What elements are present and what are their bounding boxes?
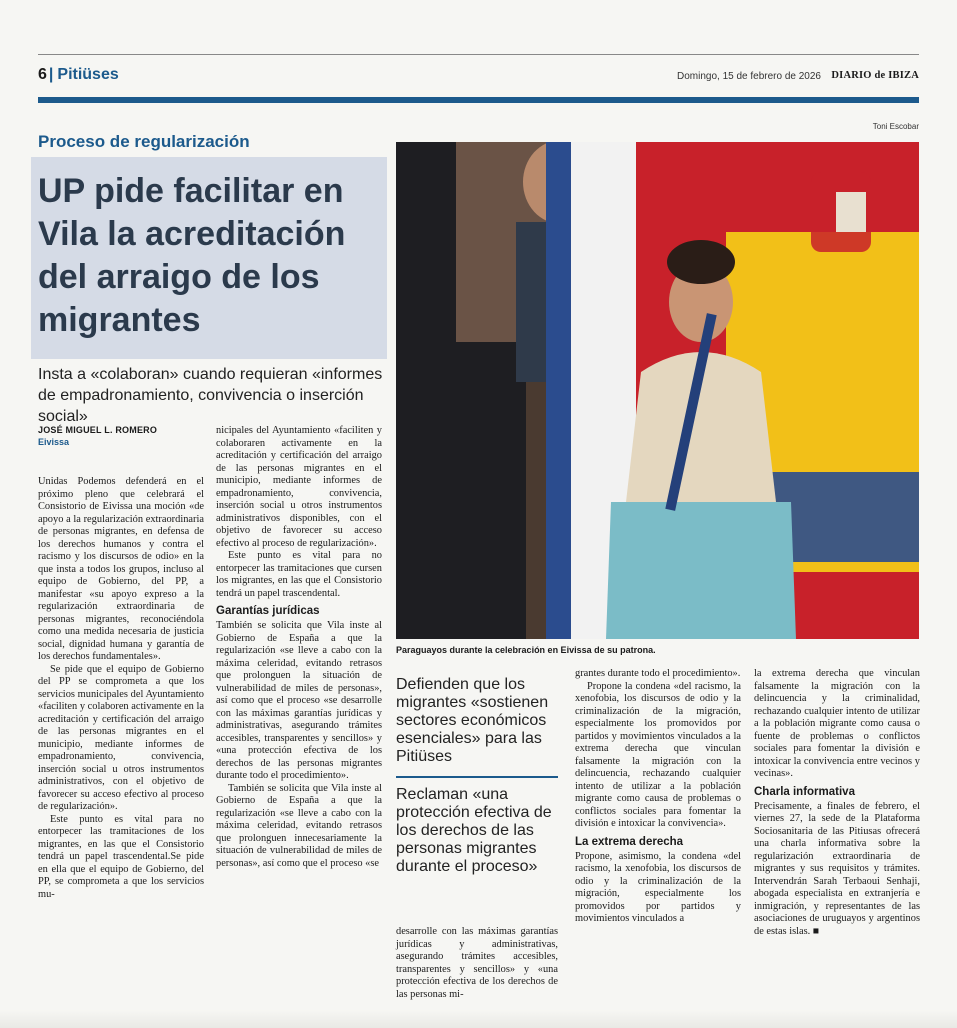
pullquote-2: Reclaman «una protección efectiva de los derechos de las personas migrantes durante el proceso» bbox=[396, 786, 552, 875]
paragraph: Propone, asimismo, la condena «del racismo, la xenofobia, los discursos de odio y la criminalización de la migración, especialmente los promovidos por partidos y movimientos vinculados a bbox=[575, 850, 741, 924]
paragraph: También se solicita que Vila inste al Gobierno de España a que la regularización «se lleve a cabo con la máxima celeridad, evitando retrasos que prolonguen innecesariamente la situación de vulnerabilidad de miles de personas», así como que el proceso «se bbox=[216, 782, 382, 869]
article-kicker: Proceso de regularización bbox=[38, 132, 250, 151]
paragraph: Unidas Podemos defenderá en el próximo pleno que celebrará el Consistorio de Eivissa una moción «de apoyo a la regularización extraordinaria de personas migrantes, en defensa de los derechos humanos y contra el racismo y los discursos de odio» en la que insta a todos los grupos, incluso al equipo de Gobierno, del PP, a manifestar «su apoyo expreso a la regularización extraordinaria de personas migrantes, reconociéndola como una medida necesaria de justicia social, dignidad humana y garantía de los derechos fundamentales». bbox=[38, 476, 204, 662]
page-bottom-edge bbox=[0, 1010, 957, 1028]
page-number-section bbox=[38, 66, 119, 84]
subheading-garantias: Garantías jurídicas bbox=[216, 605, 320, 617]
photo-caption: Paraguayos durante la celebración en Eivissa de su patrona. bbox=[396, 645, 656, 655]
photo-illustration bbox=[396, 142, 919, 639]
article-column-5 bbox=[754, 668, 920, 938]
header-blue-bar bbox=[38, 97, 919, 103]
subheading-charla: Charla informativa bbox=[754, 785, 855, 798]
header-separator: | bbox=[48, 66, 54, 83]
paragraph: Este punto es vital para no entorpecer las tramitaciones de los migrantes, en las que el Consistorio tendrá un papel trascendental.Se pide en ella que el equipo de Gobierno, del PP, se comprometa a que los servicios mu- bbox=[38, 813, 204, 900]
page-number: 6 bbox=[38, 66, 47, 83]
paragraph: nicipales del Ayuntamiento «faciliten y colaboraren activamente en la acreditación y certificación del arraigo de las personas migrantes en el municipio, mediante informes de empadronamiento, convivencia, inserción social u otros instrumentos administrativos disponibles, con el objetivo de favorecer su acceso efectivo al proceso de regularización». bbox=[216, 425, 382, 549]
pullquote-divider bbox=[396, 776, 558, 778]
paragraph: la extrema derecha que vinculan falsamente la migración con la delincuencia y la criminalidad, rechazando cualquier intento de utilizar a la población migrante como causa o fuente de problemas o conflictos sociales para fomentar la división e intoxicar la convivencia entre vecinos y vecinas». bbox=[754, 668, 920, 779]
article-column-1 bbox=[38, 476, 204, 901]
article-byline: JOSÉ MIGUEL L. ROMERO bbox=[38, 425, 158, 435]
page-date: Domingo, 15 de febrero de 2026 bbox=[677, 71, 821, 82]
article-column-3 bbox=[396, 926, 558, 1001]
paragraph: Este punto es vital para no entorpecer las tramitaciones que cursen los migrantes, en las que el Consistorio tendrá un papel trascendental. bbox=[216, 550, 382, 599]
section-name: Pitiüses bbox=[57, 66, 119, 83]
paragraph: Precisamente, a finales de febrero, el viernes 27, la sede de la Plataforma Sociosanitaria de las Pitiusas ofrecerá una charla informativa sobre la regularización extraordinaria de migrantes y sus requisitos y trámites. Intervendrán Sarah Terbaoui Senhaji, abogada especialista en extranjería e inmigración, y representantes de las asociaciones de uruguayos y argentinos de estas islas. ■ bbox=[754, 800, 920, 937]
article-subheadline: Insta a «colaboran» cuando requieran «informes de empadronamiento, convivencia o inserción social» bbox=[38, 366, 383, 425]
paragraph: También se solicita que Vila inste al Gobierno de España a que la regularización «se lleve a cabo con la máxima celeridad, evitando retrasos que prolonguen la situación de vulnerabilidad de miles de personas», así como que el proceso «se desarrolle con las máximas garantías jurídicas y administrativas, asegurando trámites accesibles, transparentes y sencillos» y «una protección efectiva de los derechos de las personas migrantes durante todo el procedimiento». bbox=[216, 620, 382, 781]
top-rule bbox=[38, 54, 919, 55]
paragraph: desarrolle con las máximas garantías jurídicas y administrativas, asegurando trámites accesibles, transparentes y sencillos» y «una protección efectiva de los derechos de las personas mi- bbox=[396, 926, 558, 1000]
paragraph: Se pide que el equipo de Gobierno del PP se comprometa a que los servicios municipales del Ayuntamiento «faciliten y colaboren activamente en la acreditación y certificación del arraigo de las personas migrantes en el municipio, mediante informes de empadronamiento, convivencia, inserción social u otros instrumentos administrativos, con el objetivo de favorecer su acceso efectivo al proceso de regularización». bbox=[38, 663, 204, 812]
page-header bbox=[38, 64, 919, 90]
photo-credit: Toni Escobar bbox=[872, 122, 919, 131]
publication-logo: DIARIO de IBIZA bbox=[831, 70, 919, 81]
article-headline: UP pide facilitar en Vila la acreditación del arraigo de los migrantes bbox=[38, 172, 346, 339]
article-column-4 bbox=[575, 668, 741, 926]
article-column-2 bbox=[216, 425, 382, 870]
subheading-extrema-derecha: La extrema derecha bbox=[575, 835, 684, 848]
paragraph: Propone la condena «del racismo, la xenofobia, los discursos de odio y la criminalización de la migración, especialmente los promovidos por partidos y movimientos vinculados a la extrema derecha que vinculan falsamente la migración con la delincuencia, rechazando cualquier intento de utilizar a la población migrante como causa de problemas o conflictos sociales para fomentar la división e intoxicar la convivencia». bbox=[575, 680, 741, 829]
pullquote-1: Defienden que los migrantes «sostienen sectores económicos esenciales» para las Pitiüses bbox=[396, 676, 549, 765]
article-location: Eivissa bbox=[38, 437, 70, 447]
paragraph: grantes durante todo el procedimiento». bbox=[575, 668, 741, 679]
article-photo bbox=[396, 142, 919, 639]
